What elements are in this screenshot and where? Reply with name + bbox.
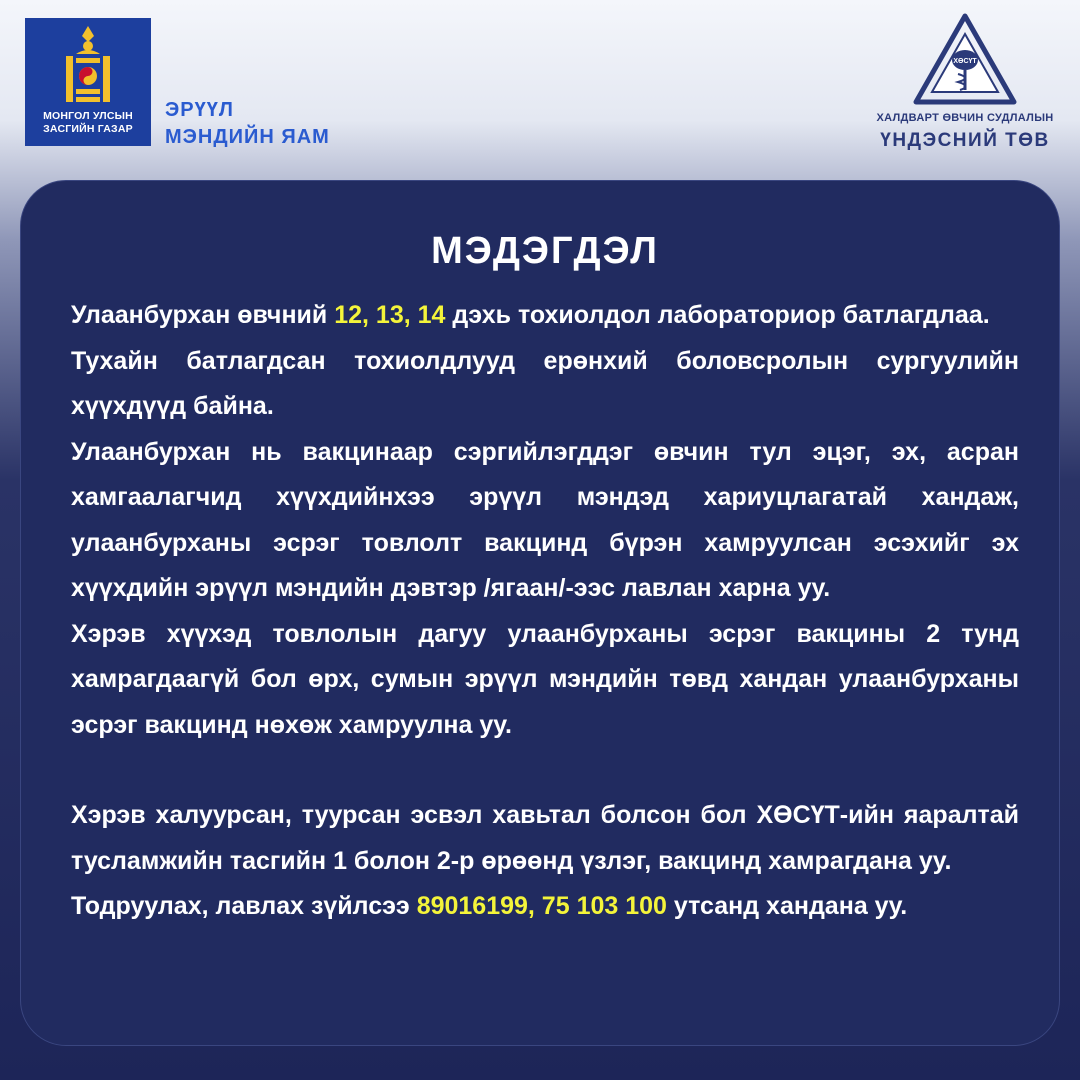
phone-numbers-highlight: 89016199, 75 103 100 — [416, 892, 667, 920]
notice-paragraph-vaccine-check: Улаанбурхан нь вакцинаар сэргийлэгддэг өвчин тул эцэг, эх, асран хамгаалагчид хүүхдийнхээ эрүүл мэндэд хариуцлагатай хандаж, улаанбурханы эсрэг товлолт вакцинд бүрэн хамруулсан эсэхийг эх хүүхдийн эрүүл мэндийн дэвтэр /ягаан/-ээс лавлан харна уу. — [71, 437, 1019, 602]
center-name-line2: ҮНДЭСНИЙ ТӨВ — [880, 130, 1050, 151]
case-numbers-highlight: 12, 13, 14 — [334, 301, 446, 329]
ministry-name: ЭРҮҮЛ МЭНДИЙН ЯАМ — [165, 99, 330, 148]
government-logo — [25, 18, 151, 146]
notice-paragraph-vaccine-catchup: Хэрэв хүүхэд товлолын дагуу улаанбурханы эсрэг вакцины 2 тунд хамрагдаагүй бол өрх, сумын эрүүл мэндийн төвд хандан улаанбурханы эсрэг вакцинд нөхөж хамруулна уу. — [71, 619, 1019, 739]
government-logo-text: МОНГОЛ УЛСЫН ЗАСГИЙН ГАЗАР — [43, 110, 133, 135]
notice-title: МЭДЭГДЭЛ — [431, 230, 659, 272]
notice-panel — [20, 180, 1060, 1046]
notice-paragraph-emergency: Хэрэв халуурсан, туурсан эсвэл хавьтал болсон бол ХӨСҮТ-ийн яаралтай тусламжийн тасгийн 1 болон 2-р өрөөнд үзлэг, вакцинд хамрагдана уу. — [71, 801, 1019, 875]
svg-text:ХӨСҮТ: ХӨСҮТ — [953, 58, 977, 65]
notice-paragraph-cases: Улаанбурхан өвчний 12, 13, 14 дэхь тохиолдол лабораториор батлагдлаа. — [71, 301, 990, 329]
soyombo-emblem-icon — [58, 24, 118, 106]
notice-paragraph-school: Тухайн батлагдсан тохиолдлууд ерөнхий боловсролын сургуулийн хүүхдүүд байна. — [71, 346, 1019, 420]
center-name-line1: ХАЛДВАРТ ӨВЧИН СУДЛАЛЫН — [876, 112, 1054, 124]
infectious-disease-center-logo-icon — [910, 12, 1020, 110]
header — [0, 0, 1080, 175]
notice-paragraph-contact: Тодруулах, лавлах зүйлсээ 89016199, 75 103 100 утсанд хандана уу. — [71, 892, 908, 920]
